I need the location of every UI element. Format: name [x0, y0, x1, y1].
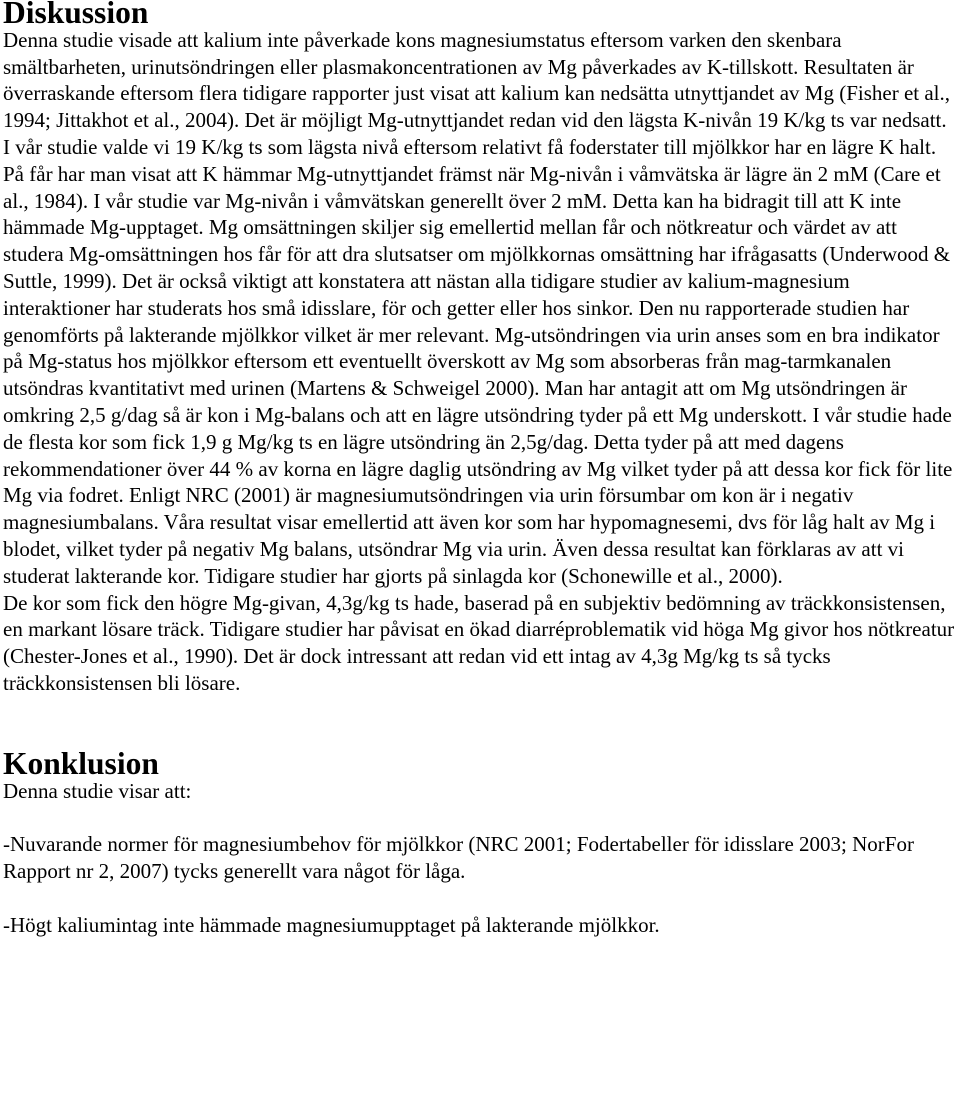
diskussion-paragraph-2: De kor som fick den högre Mg-givan, 4,3g/kg ts hade, baserad på en subjektiv bedömning av träckkonsistensen, en markant lösare träck. Tidigare studier har påvisat en ökad diarréproblematik vid höga Mg givor hos nötkreatur (Chester-Jones et al., 1990). Det är dock intressant att redan vid ett intag av 4,3g Mg/kg ts så tycks träckkonsistensen bli lösare.: [3, 590, 955, 695]
diskussion-heading: Diskussion: [3, 0, 149, 30]
diskussion-section: [3, 0, 958, 697]
konklusion-spacer-2: [3, 885, 958, 912]
diskussion-paragraph-1: Denna studie visade att kalium inte påverkade kons magnesiumstatus eftersom varken den skenbara smältbarheten, urinutsöndringen eller plasmakoncentrationen av Mg påverkades av K-tillskott. Resultaten är överraskande eftersom flera tidigare rapporter just visat att kalium kan nedsätta utnyttjandet av Mg (Fisher et al., 1994; Jittakhot et al., 2004). Det är möjligt Mg-utnyttjandet redan vid den lägsta K-nivån 19 K/kg ts var nedsatt. I vår studie valde vi 19 K/kg ts som lägsta nivå eftersom relativt få foderstater till mjölkkor har en lägre K halt. På får har man visat att K hämmar Mg-utnyttjandet främst när Mg-nivån i våmvätska är lägre än 2 mM (Care et al., 1984). I vår studie var Mg-nivån i våmvätskan generellt över 2 mM. Detta kan ha bidragit till att K inte hämmade Mg-upptaget. Mg omsättningen skiljer sig emellertid mellan får och nötkreatur och värdet av att studera Mg-omsättningen hos får för att dra slutsatser om mjölkkornas omsättning har ifrågasatts (Underwood & Suttle, 1999). Det är också viktigt att konstatera att nästan alla tidigare studier av kalium-magnesium interaktioner har studerats hos små idisslare, för och getter eller hos sinkor. Den nu rapporterade studien har genomförts på lakterande mjölkkor vilket är mer relevant. Mg-utsöndringen via urin anses som en bra indikator på Mg-status hos mjölkkor eftersom ett eventuellt överskott av Mg som absorberas från mag-tarmkanalen utsöndras kvantitativt med urinen (Martens & Schweigel 2000). Man har antagit att om Mg utsöndringen är omkring 2,5 g/dag så är kon i Mg-balans och att en lägre utsöndring tyder på ett Mg underskott. I vår studie hade de flesta kor som fick 1,9 g Mg/kg ts en lägre utsöndring än 2,5g/dag. Detta tyder på att med dagens rekommendationer över 44 % av korna en lägre daglig utsöndring av Mg vilket tyder på att dessa kor fick för lite Mg via fodret. Enligt NRC (2001) är magnesiumutsöndringen via urin försumbar om kon är i negativ magnesiumbalans. Våra resultat visar emellertid att även kor som har hypomagnesemi, dvs för låg halt av Mg i blodet, vilket tyder på negativ Mg balans, utsöndrar Mg via urin. Även dessa resultat kan förklaras av att vi studerat lakterande kor. Tidigare studier har gjorts på sinlagda kor (Schonewille et al., 2000).: [3, 27, 953, 588]
konklusion-point-1: -Nuvarande normer för magnesiumbehov för mjölkkor (NRC 2001; Fodertabeller för idisslare 2003; NorFor Rapport nr 2, 2007) tycks generellt vara något för låga.: [3, 832, 914, 884]
konklusion-section: [3, 745, 958, 939]
section-spacer: [3, 697, 958, 751]
konklusion-intro: Denna studie visar att:: [3, 778, 192, 803]
konklusion-spacer-1: [3, 804, 958, 831]
konklusion-heading: Konklusion: [3, 745, 159, 781]
document-page: [3, 0, 958, 939]
konklusion-point-2: -Högt kaliumintag inte hämmade magnesiumupptaget på lakterande mjölkkor.: [3, 912, 660, 937]
